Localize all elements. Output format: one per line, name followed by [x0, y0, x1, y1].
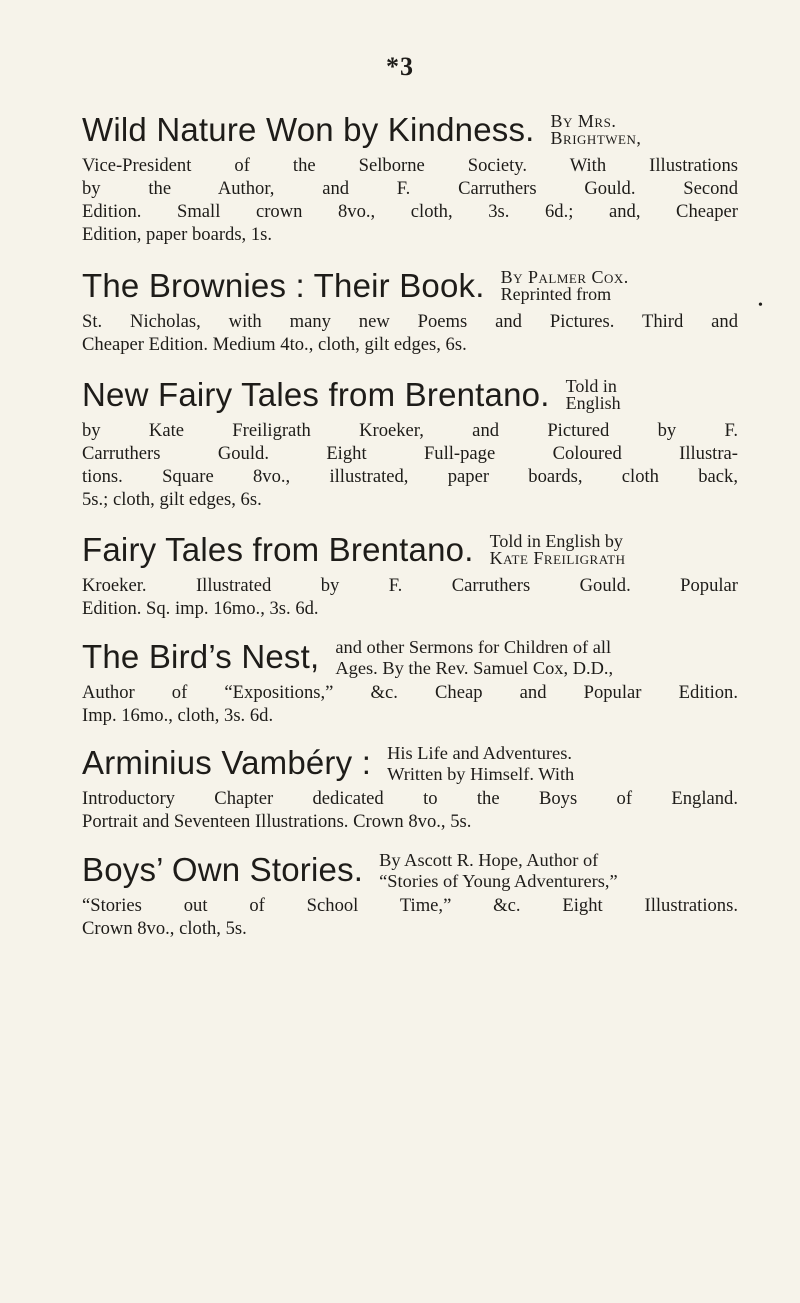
book-title: The Bird’s Nest,: [82, 638, 320, 675]
book-title: Boys’ Own Stories.: [82, 851, 364, 888]
book-author-note: Told in English by Kate Freiligrath: [489, 531, 626, 568]
book-title: Wild Nature Won by Kindness.: [82, 111, 535, 148]
book-title: New Fairy Tales from Brentano.: [82, 376, 550, 413]
book-author-note: His Life and Adventures. Written by Himself. With: [387, 743, 575, 784]
book-description: “Stories out of School Time,” &c. Eight Illustrations. Crown 8vo., cloth, 5s.: [82, 895, 738, 939]
book-description: Vice-President of the Selborne Society. With Illustrations by the Author, and F. Carruthers Gould. Second Edition. Small crown 8vo., cloth, 3s. 6d.; and, Cheaper Edition, paper boards, 1s.: [82, 155, 738, 245]
book-author-note: By Ascott R. Hope, Author of “Stories of Young Adventurers,”: [379, 850, 618, 891]
page-number: *3: [386, 52, 414, 81]
book-author-note: By Palmer Cox. Reprinted from: [500, 267, 629, 304]
book-description: Kroeker. Illustrated by F. Carruthers Gould. Popular Edition. Sq. imp. 16mo., 3s. 6d.: [82, 575, 738, 619]
book-description: Introductory Chapter dedicated to the Boys of England. Portrait and Seventeen Illustrations. Crown 8vo., 5s.: [82, 788, 738, 832]
book-entry-wild-nature: [82, 110, 738, 246]
book-title: The Brownies : Their Book.: [82, 267, 485, 304]
margin-mark: •: [758, 298, 763, 313]
book-entry-brownies: [82, 266, 738, 356]
book-description: St. Nicholas, with many new Poems and Pictures. Third and Cheaper Edition. Medium 4to., cloth, gilt edges, 6s.: [82, 311, 738, 355]
book-description: Author of “Expositions,” &c. Cheap and Popular Edition. Imp. 16mo., cloth, 3s. 6d.: [82, 682, 738, 726]
book-description: by Kate Freiligrath Kroeker, and Pictured by F. Carruthers Gould. Eight Full-page Coloured Illustra- tions. Square 8vo., illustrated, paper boards, cloth back, 5s.; cloth, gilt edges, 6s.: [82, 420, 738, 510]
book-entry-birds-nest: [82, 637, 738, 727]
book-entry-fairy-tales: [82, 530, 738, 620]
book-title: Arminius Vambéry :: [82, 744, 372, 781]
book-author-note: By Mrs. Brightwen,: [550, 111, 642, 148]
book-title: Fairy Tales from Brentano.: [82, 531, 474, 568]
book-author-note: Told in English: [565, 376, 621, 413]
book-author-note: and other Sermons for Children of all Ages. By the Rev. Samuel Cox, D.D.,: [335, 637, 614, 678]
book-entry-new-fairy-tales: [82, 375, 738, 511]
book-entry-vambery: [82, 743, 738, 833]
book-entry-boys-own-stories: [82, 850, 738, 940]
